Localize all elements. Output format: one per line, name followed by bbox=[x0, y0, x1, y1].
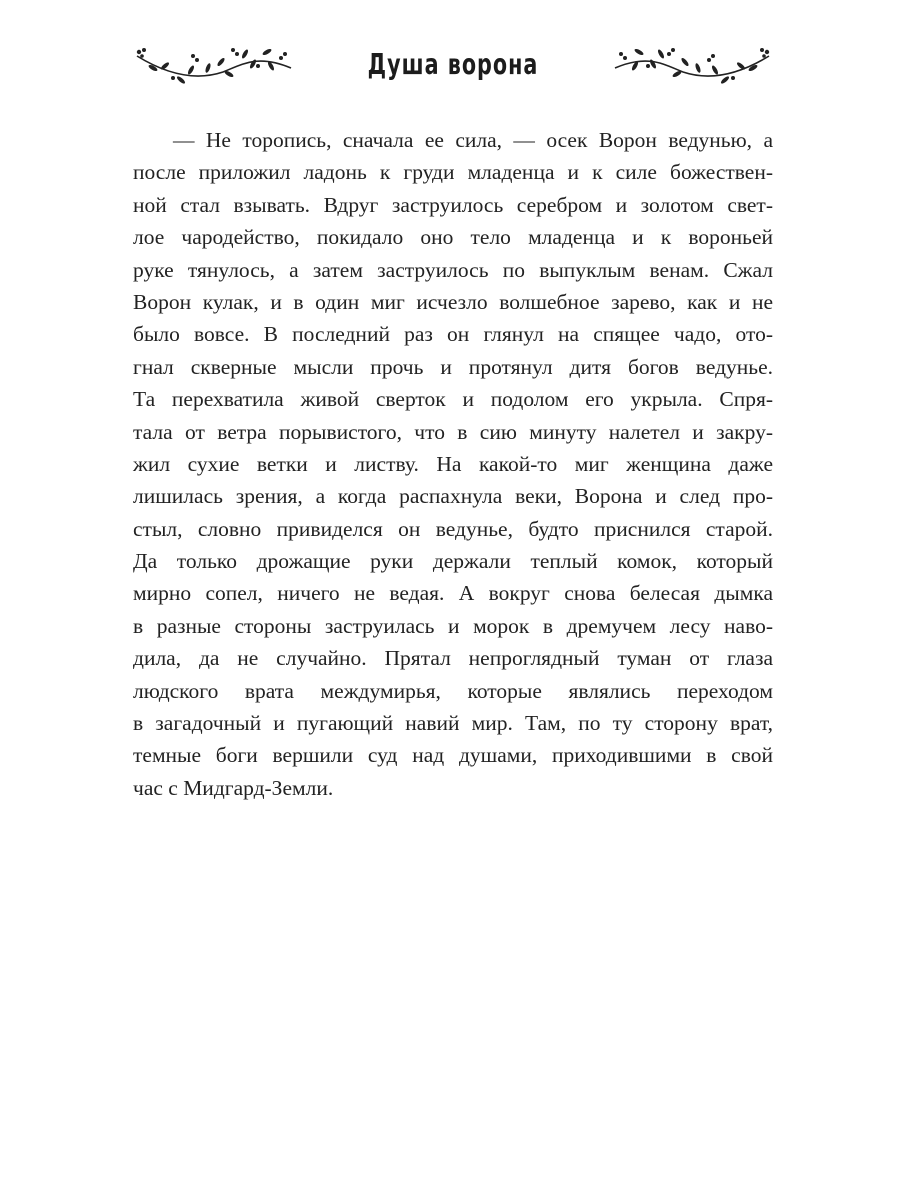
text-line: жил сухие ветки и листву. На какой-то миг женщина даже bbox=[133, 451, 773, 476]
text-line: в разные стороны заструилась и морок в дремучем лесу наво- bbox=[133, 613, 773, 638]
text-line: ной стал взывать. Вдруг заструилось серебром и золотом свет- bbox=[133, 192, 773, 217]
text-line: мирно сопел, ничего не ведая. А вокруг снова белесая дымка bbox=[133, 581, 773, 606]
text-line: час с Мидгард-Земли. bbox=[133, 775, 334, 800]
text-line: после приложил ладонь к груди младенца и к силе божествен- bbox=[133, 160, 773, 185]
text-line: темные боги вершили суд над душами, приходившими в свой bbox=[133, 743, 773, 768]
text-line: дила, да не случайно. Прятал непроглядный туман от глаза bbox=[133, 646, 773, 671]
text-line: людского врата междумирья, которые являлись переходом bbox=[133, 678, 773, 703]
text-line: Да только дрожащие руки держали теплый комок, который bbox=[133, 549, 773, 574]
branch-ornament-right-icon bbox=[613, 42, 773, 86]
text-line: гнал скверные мысли прочь и протянул дитя богов ведунье. bbox=[133, 354, 773, 379]
running-header bbox=[133, 38, 773, 98]
text-line: в загадочный и пугающий навий мир. Там, по ту сторону врат, bbox=[133, 711, 773, 736]
text-line: лишилась зрения, а когда распахнула веки, Ворона и след про- bbox=[133, 484, 773, 509]
text-line: руке тянулось, а затем заструилось по выпуклым венам. Сжал bbox=[133, 257, 773, 282]
body-text bbox=[133, 124, 773, 804]
text-line: лое чародейство, покидало оно тело младенца и к вороньей bbox=[133, 225, 773, 250]
text-line: стыл, словно привиделся он ведунье, будто приснился старой. bbox=[133, 516, 773, 541]
text-line: Ворон кулак, и в один миг исчезло волшебное зарево, как и не bbox=[133, 289, 773, 314]
text-line: — Не торопись, сначала ее сила, — осек Ворон ведунью, а bbox=[173, 128, 773, 152]
text-line: тала от ветра порывистого, что в сию минуту налетел и закру- bbox=[133, 419, 773, 444]
text-line: Та перехватила живой сверток и подолом его укрыла. Спря- bbox=[133, 387, 773, 412]
text-line: было вовсе. В последний раз он глянул на спящее чадо, ото- bbox=[133, 322, 773, 347]
page-header-title: Душа ворона bbox=[367, 48, 539, 82]
